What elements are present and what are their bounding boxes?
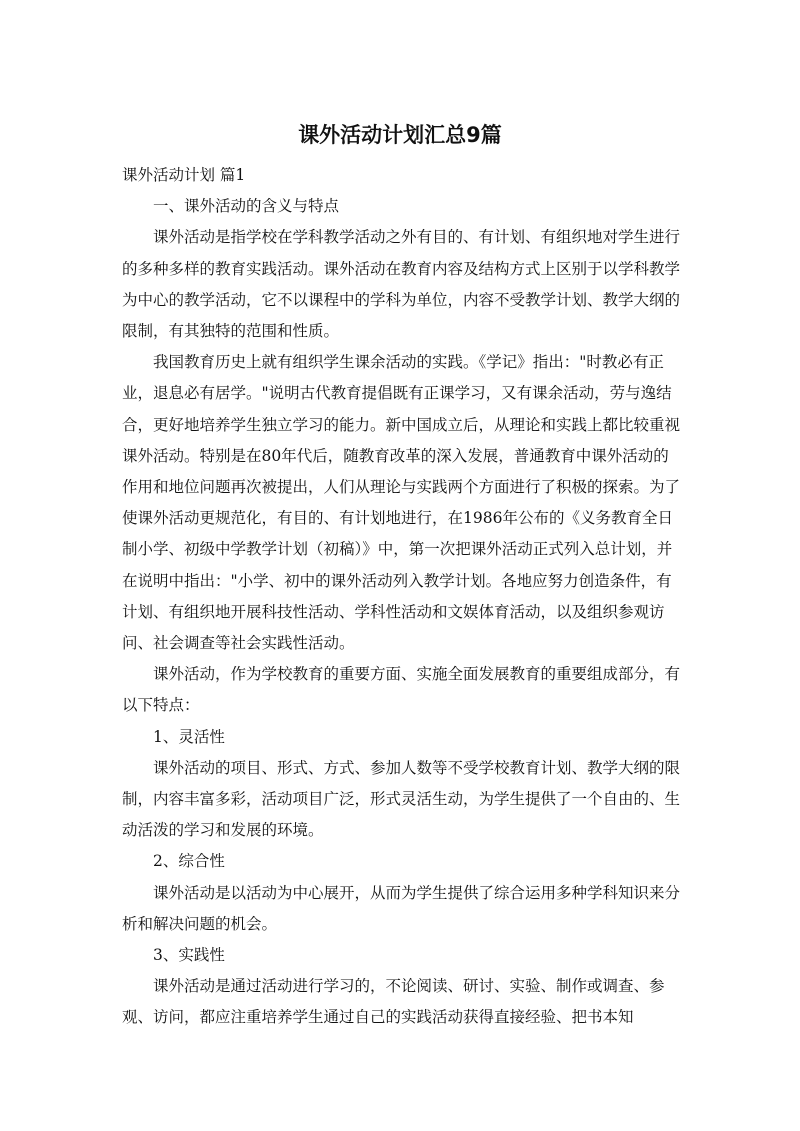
section-subtitle: 课外活动计划 篇1 — [122, 166, 246, 184]
heading-comprehensiveness: 2、综合性 — [153, 852, 225, 871]
paragraph-history: 我国教育历史上就有组织学生课余活动的实践。《学记》指出："时教必有正业，退息必有居学。"说明古代教育提倡既有正课学习，又有课余活动，劳与逸结合，更好地培养学生独立学习的能力。新中国成立后，从理论和实践上都比较重视课外活动。特别是在80年代后，随教育改革的深入发展，普通教育中课外活动的作用和地位问题再次被提出，人们从理论与实践两个方面进行了积极的探索。为了使课外活动更规范化，有目的、有计划地进行，在1986年公布的《义务教育全日制小学、初级中学教学计划（初稿）》中，第一次把课外活动正式列入总计划，并在说明中指出："小学、初中的课外活动列入教学计划。各地应努力创造条件，有计划、有组织地开展科技性活动、学科性活动和文娱体育活动，以及组织参观访问、社会调查等社会实践性活动。 — [122, 353, 681, 653]
paragraph-features-intro: 课外活动，作为学校教育的重要方面、实施全面发展教育的重要组成部分，有以下特点： — [122, 665, 681, 715]
heading-practicality: 3、实践性 — [153, 946, 225, 965]
heading-meaning-and-features: 一、课外活动的含义与特点 — [153, 197, 340, 216]
document-title: 课外活动计划汇总9篇 — [298, 123, 502, 147]
paragraph-flexibility: 课外活动的项目、形式、方式、参加人数等不受学校教育计划、教学大纲的限制，内容丰富多彩，活动项目广泛，形式灵活生动，为学生提供了一个自由的、生动活泼的学习和发展的环境。 — [122, 758, 681, 840]
paragraph-practicality: 课外活动是通过活动进行学习的，不论阅读、研讨、实验、制作或调查、参观、访问，都应注重培养学生通过自己的实践活动获得直接经验、把书本知 — [122, 977, 665, 1027]
heading-flexibility: 1、灵活性 — [153, 727, 225, 746]
paragraph-definition: 课外活动是指学校在学科教学活动之外有目的、有计划、有组织地对学生进行的多种多样的教育实践活动。课外活动在教育内容及结构方式上区别于以学科教学为中心的教学活动，它不以课程中的学科为单位，内容不受教学计划、教学大纲的限制，有其独特的范围和性质。 — [122, 228, 681, 341]
document-body — [122, 160, 682, 1034]
paragraph-comprehensiveness: 课外活动是以活动为中心展开，从而为学生提供了综合运用多种学科知识来分析和解决问题的机会。 — [122, 883, 681, 933]
